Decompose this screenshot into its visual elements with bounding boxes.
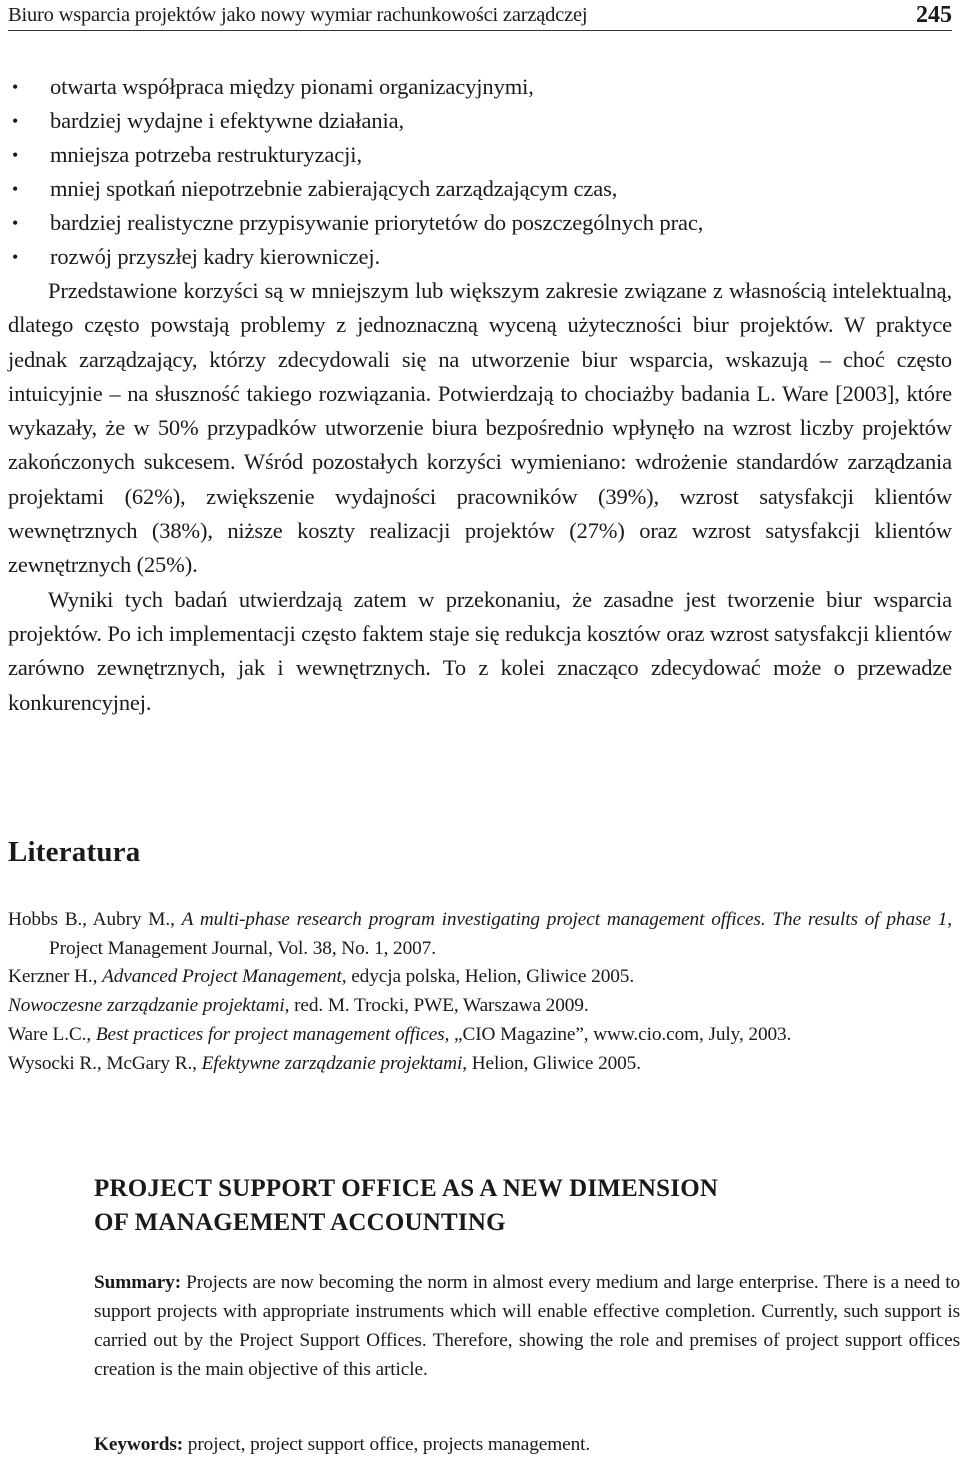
page-number: 245 [916, 2, 952, 28]
bullet-list [8, 70, 952, 274]
keywords-line [94, 1430, 960, 1459]
reference-details: , red. M. Trocki, PWE, Warszawa 2009. [284, 995, 589, 1017]
paragraph: Wyniki tych badań utwierdzają zatem w przekonaniu, że zasadne jest tworzenie biur wsparcia projektów. Po ich implementacji często faktem staje się redukcja kosztów oraz wzrost satysfakcji klientów zarówno zewnętrznych, jak i wewnętrznych. To z kolei znacząco zdecydować może o przewadze konkurencyjnej. [8, 586, 952, 715]
reference-details: , Helion, Gliwice 2005. [462, 1052, 641, 1074]
reference-title: Nowoczesne zarządzanie projektami [8, 995, 285, 1017]
running-header [8, 0, 952, 31]
reference-authors: Wysocki R., McGary R., [8, 1052, 202, 1074]
bullet-icon: • [12, 77, 19, 97]
reference-item [8, 992, 952, 1021]
list-item [8, 240, 952, 274]
list-item [8, 70, 952, 104]
list-item-text: mniej spotkań niepotrzebnie zabierających zarządzającym czas, [50, 176, 618, 201]
list-item-text: mniejsza potrzeba restrukturyzacji, [50, 142, 362, 167]
list-item [8, 104, 952, 138]
reference-item [8, 1021, 952, 1050]
reference-item [8, 963, 952, 992]
list-item [8, 206, 952, 240]
bullet-icon: • [12, 213, 19, 233]
bullet-icon: • [12, 111, 19, 131]
list-item-text: bardziej realistyczne przypisywanie priorytetów do poszczególnych prac, [50, 210, 704, 235]
reference-details: , Project Management Journal, Vol. 38, No. 1, 2007. [49, 909, 952, 959]
list-item [8, 138, 952, 172]
english-title-line: OF MANAGEMENT ACCOUNTING [94, 1209, 506, 1236]
summary-abstract [94, 1268, 960, 1384]
reference-title: Efektywne zarządzanie projektami [201, 1052, 463, 1074]
paragraph: Przedstawione korzyści są w mniejszym lub większym zakresie związane z własnością intelektualną, dlatego często powstają problemy z jednoznaczną wyceną użyteczności biur projektów. W praktyce jednak zarządzający, którzy zdecydowali się na utworzenie biur wsparcia, wskazują – choć często intuicyjnie – na słuszność takiego rozwiązania. Potwierdzają to chociażby badania L. Ware [2003], które wykazały, że w 50% przypadków utworzenie biura bezpośrednio wpłynęło na wzrost liczby projektów zakończonych sukcesem. Wśród pozostałych korzyści wymieniano: wdrożenie standardów zarządzania projektami (62%), zwiększenie wydajności pracowników (39%), wzrost satysfakcji klientów wewnętrznych (38%), niższe koszty realizacji projektów (27%) oraz wzrost satysfakcji klientów zewnętrznych (25%). [8, 278, 952, 578]
bullet-icon: • [12, 247, 19, 267]
summary-text: Projects are now becoming the norm in almost every medium and large enterprise. There is a need to support projects with appropriate instruments which will enable effective completion. Currently, such support is carried out by the Project Support Offices. Therefore, showing the role and premises of project support offices creation is the main objective of this article. [94, 1272, 960, 1380]
reference-item [8, 1050, 952, 1079]
keywords-label: Keywords: [94, 1434, 184, 1455]
list-item-text: otwarta współpraca między pionami organizacyjnymi, [50, 74, 534, 99]
reference-title: Best practices for project management offices [95, 1023, 445, 1045]
running-title: Biuro wsparcia projektów jako nowy wymiar rachunkowości zarządczej [8, 4, 588, 26]
reference-authors: Hobbs B., Aubry M., [8, 909, 182, 930]
literature-heading: Literatura [8, 836, 141, 868]
bullet-icon: • [12, 179, 19, 199]
body-text [8, 274, 952, 720]
reference-authors: Ware L.C., [8, 1023, 96, 1045]
english-title-line: PROJECT SUPPORT OFFICE AS A NEW DIMENSION [94, 1175, 719, 1202]
list-item [8, 172, 952, 206]
reference-title: A multi-phase research program investigating project management offices. The results of phase 1 [181, 909, 948, 930]
reference-authors: Kerzner H., [8, 966, 103, 988]
reference-details: , „CIO Magazine”, www.cio.com, July, 2003. [444, 1023, 792, 1045]
reference-item [8, 906, 952, 963]
keywords-text: project, project support office, projects management. [183, 1434, 591, 1455]
list-item-text: rozwój przyszłej kadry kierowniczej. [50, 244, 381, 269]
english-title [94, 1172, 954, 1240]
reference-details: , edycja polska, Helion, Gliwice 2005. [341, 966, 635, 988]
summary-label: Summary: [94, 1272, 182, 1293]
list-item-text: bardziej wydajne i efektywne działania, [50, 108, 405, 133]
reference-title: Advanced Project Management [102, 966, 342, 988]
reference-list [8, 906, 952, 1078]
bullet-icon: • [12, 145, 19, 165]
